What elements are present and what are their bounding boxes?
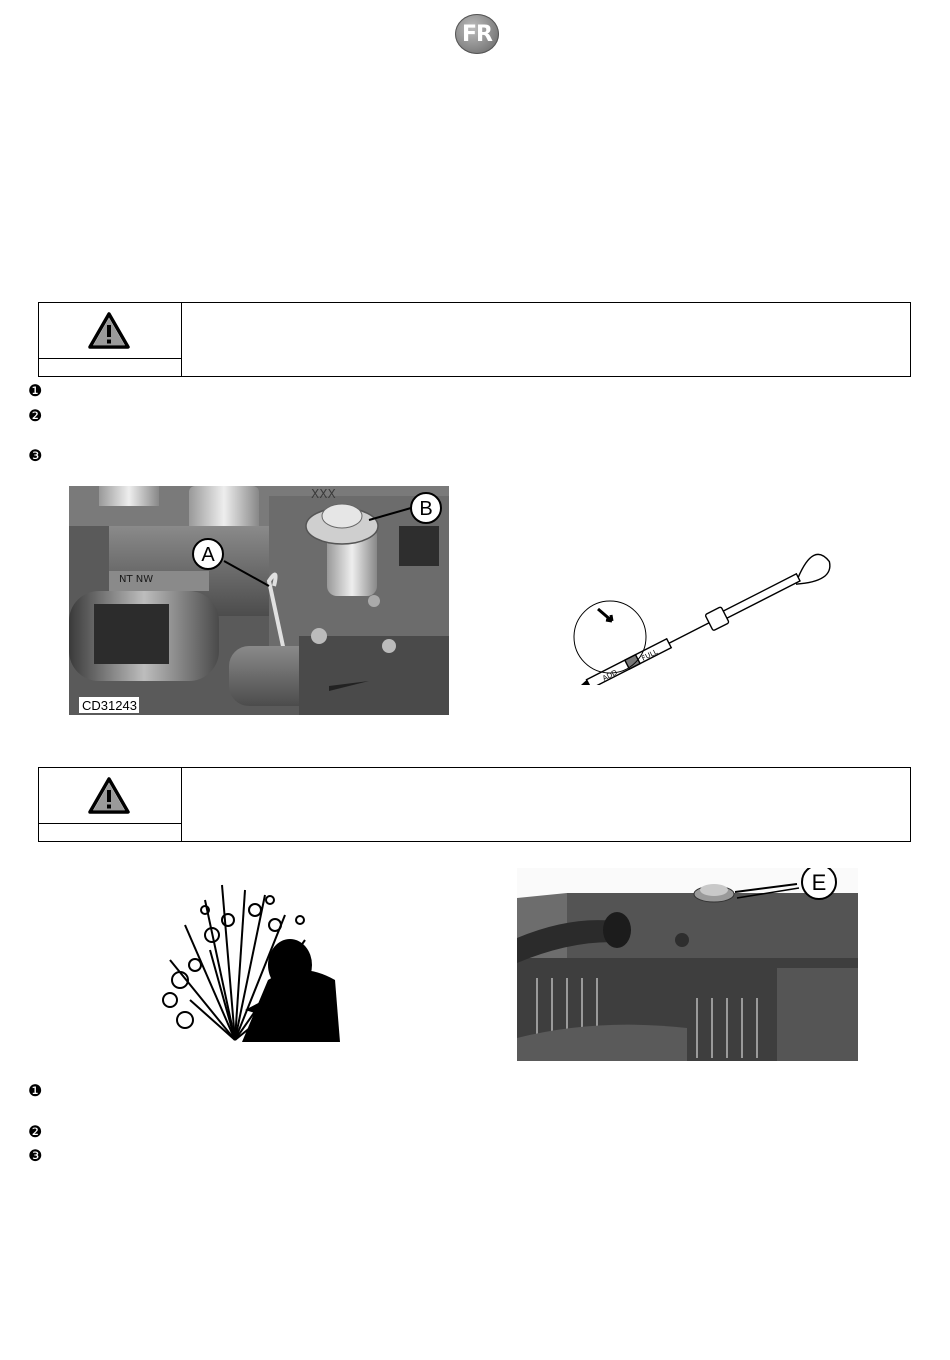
engine-stamp-text: NT NW bbox=[119, 574, 154, 585]
radiator-cap-figure bbox=[517, 868, 858, 1061]
callout-b: B bbox=[419, 498, 433, 520]
list-bullet-3: ❸ bbox=[28, 1146, 43, 1165]
list-bullet-1: ❶ bbox=[28, 1081, 43, 1100]
dipstick-full-label: FULL bbox=[640, 647, 660, 663]
warning-symbol-cell bbox=[39, 768, 182, 841]
warning-box bbox=[38, 767, 911, 842]
language-badge: FR bbox=[455, 14, 499, 54]
warning-symbol-cell bbox=[39, 303, 182, 376]
hot-coolant-hazard-pictogram bbox=[150, 880, 390, 1045]
warning-triangle-icon bbox=[87, 311, 131, 351]
list-bullet-2: ❷ bbox=[28, 1122, 43, 1141]
list-bullet-2: ❷ bbox=[28, 406, 43, 425]
dipstick-add-label: ADD bbox=[601, 668, 619, 683]
callout-a: A bbox=[201, 544, 215, 566]
warning-box bbox=[38, 302, 911, 377]
callout-e: E bbox=[811, 870, 827, 895]
figure-code: CD31243 bbox=[82, 698, 137, 713]
list-bullet-3: ❸ bbox=[28, 446, 43, 465]
warning-triangle-icon bbox=[87, 776, 131, 816]
engine-oil-filler-figure bbox=[69, 486, 449, 715]
dipstick-figure bbox=[540, 525, 850, 685]
arrow-icon bbox=[598, 609, 612, 621]
list-bullet-1: ❶ bbox=[28, 381, 43, 400]
engine-top-text: XXX bbox=[311, 487, 336, 501]
